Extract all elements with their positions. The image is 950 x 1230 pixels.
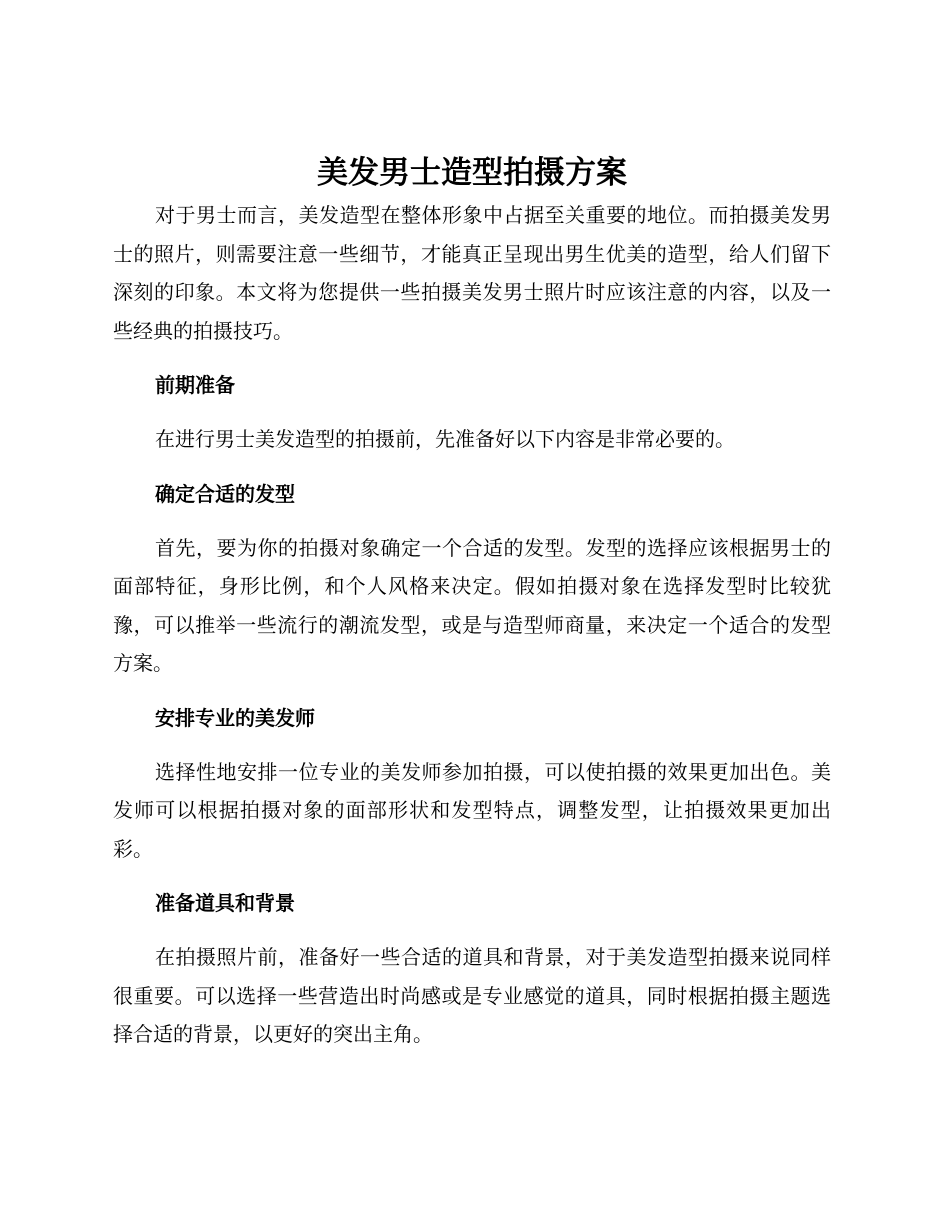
section-body-props: 在拍摄照片前，准备好一些合适的道具和背景，对于美发造型拍摄来说同样很重要。可以选择一些营造出时尚感或是专业感觉的道具，同时根据拍摄主题选择合适的背景，以更好的突出主角。 xyxy=(113,945,831,1046)
section-heading-preparation: 前期准备 xyxy=(155,373,235,397)
section-heading-props: 准备道具和背景 xyxy=(155,891,295,915)
section-body-stylist: 选择性地安排一位专业的美发师参加拍摄，可以使拍摄的效果更加出色。美发师可以根据拍摄对象的面部形状和发型特点，调整发型，让拍摄效果更加出彩。 xyxy=(113,759,831,861)
document-page xyxy=(113,150,831,1054)
intro-paragraph: 对于男士而言，美发造型在整体形象中占据至关重要的地位。而拍摄美发男士的照片，则需要注意一些细节，才能真正呈现出男生优美的造型，给人们留下深刻的印象。本文将为您提供一些拍摄美发男士照片时应该注意的内容，以及一些经典的拍摄技巧。 xyxy=(113,203,831,343)
document-title: 美发男士造型拍摄方案 xyxy=(317,155,627,191)
section-heading-hairstyle: 确定合适的发型 xyxy=(155,481,295,506)
section-heading-stylist: 安排专业的美发师 xyxy=(155,705,315,730)
section-body-preparation: 在进行男士美发造型的拍摄前，先准备好以下内容是非常必要的。 xyxy=(155,427,735,451)
section-body-hairstyle: 首先，要为你的拍摄对象确定一个合适的发型。发型的选择应该根据男士的面部特征，身形比例，和个人风格来决定。假如拍摄对象在选择发型时比较犹豫，可以推举一些流行的潮流发型，或是与造型师商量，来决定一个适合的发型方案。 xyxy=(113,535,831,675)
